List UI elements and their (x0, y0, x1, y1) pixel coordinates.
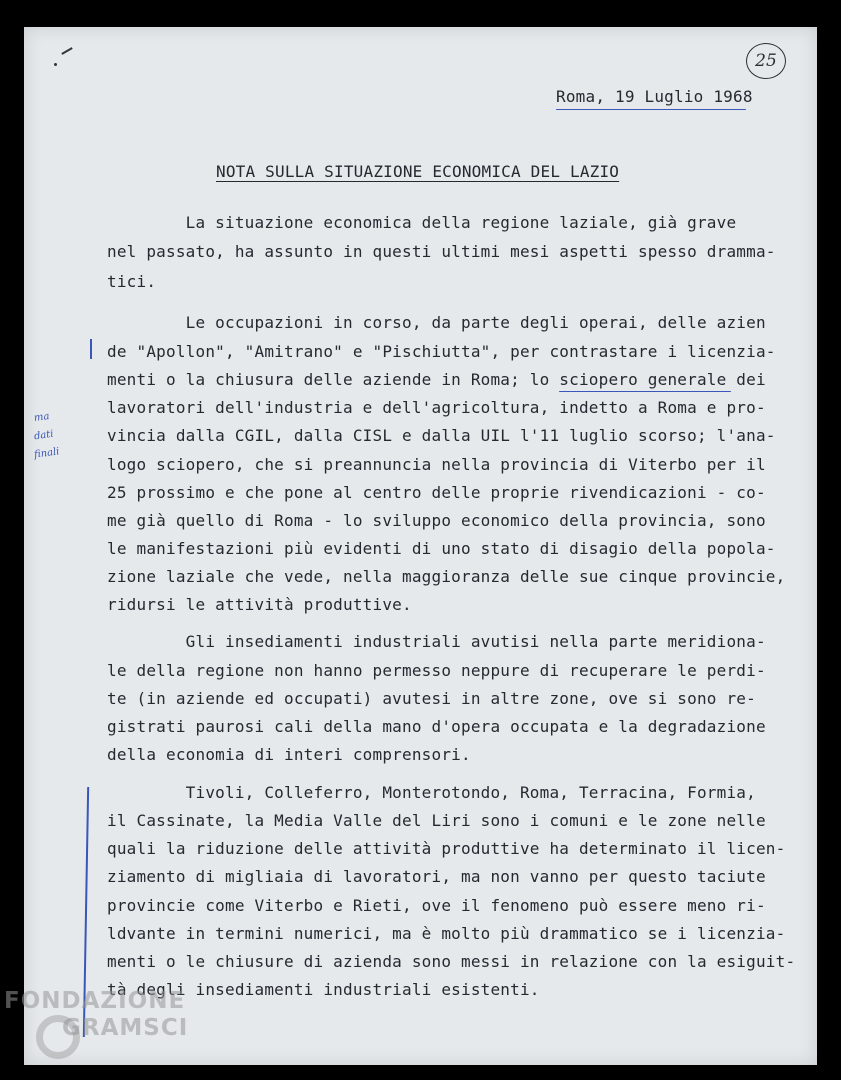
body-text-line: 25 prossimo e che pone al centro delle proprie rivendicazioni - co- (107, 483, 766, 502)
body-text-line: lavoratori dell'industria e dell'agricoltura, indetto a Roma e pro- (107, 398, 766, 417)
body-text-line: della economia di interi comprensori. (107, 745, 471, 764)
body-text-line: le manifestazioni più evidenti di uno stato di disagio della popola- (107, 539, 776, 558)
watermark (4, 988, 188, 1042)
body-text-line: me già quello di Roma - lo sviluppo economico della provincia, sono (107, 511, 766, 530)
body-text-line: tà degli insediamenti industriali esistenti. (107, 980, 540, 999)
watermark-line-1: FONDAZIONE (4, 988, 186, 1014)
body-text-line: menti o la chiusura delle aziende in Roma; lo sciopero generale dei (107, 370, 766, 389)
paper-scuff-mark (61, 47, 72, 55)
body-text-line: te (in aziende ed occupati) avutesi in altre zone, ove si sono re- (107, 689, 756, 708)
body-text-line: gistrati paurosi cali della mano d'opera occupata e la degradazione (107, 717, 766, 736)
body-text-line: quali la riduzione delle attività produttive ha determinato il licen- (107, 839, 786, 858)
body-text-line: ldvante in termini numerici, ma è molto più drammatico se i licenzia- (107, 924, 786, 943)
body-text-line: Tivoli, Colleferro, Monterotondo, Roma, Terracina, Formia, (107, 783, 756, 802)
margin-note-line-2: dati (33, 428, 55, 443)
body-text-line: nel passato, ha assunto in questi ultimi mesi aspetti spesso dramma- (107, 242, 776, 261)
paper-scuff-dot (54, 63, 57, 66)
body-text-line: provincie come Viterbo e Rieti, ove il fenomeno può essere meno ri- (107, 896, 766, 915)
sciopero-ink-underline (559, 391, 731, 392)
body-text-line: zione laziale che vede, nella maggioranza delle sue cinque provincie, (107, 567, 786, 586)
body-text-line: ziamento di migliaia di lavoratori, ma non vanno per questo taciute (107, 867, 766, 886)
folio-number: 25 (746, 43, 786, 79)
body-text-line: le della regione non hanno permesso neppure di recuperare le perdi- (107, 661, 766, 680)
body-text-line: de "Apollon", "Amitrano" e "Pischiutta", per contrastare i licenzia- (107, 342, 776, 361)
body-text-line: menti o le chiusure di azienda sono messi in relazione con la esiguit- (107, 952, 796, 971)
body-text-line: Gli insediamenti industriali avutisi nella parte meridiona- (107, 632, 766, 651)
body-text-line: vincia dalla CGIL, dalla CISL e dalla UIL l'11 luglio scorso; l'ana- (107, 426, 776, 445)
body-text-line: ridursi le attività produttive. (107, 595, 412, 614)
document-title: NOTA SULLA SITUAZIONE ECONOMICA DEL LAZIO (216, 162, 620, 181)
date-ink-underline (556, 109, 746, 110)
document-page (24, 27, 817, 1065)
margin-tick-mark (90, 339, 92, 359)
body-text-line: Le occupazioni in corso, da parte degli operai, delle azien (107, 313, 766, 332)
document-date: Roma, 19 Luglio 1968 (556, 87, 753, 106)
margin-note-line-3: finali (33, 446, 61, 461)
watermark-line-2: GRAMSCI (62, 1015, 189, 1041)
body-text-line: La situazione economica della regione laziale, già grave (107, 213, 737, 232)
body-text-line: logo sciopero, che si preannuncia nella provincia di Viterbo per il (107, 455, 766, 474)
body-text-line: il Cassinate, la Media Valle del Liri sono i comuni e le zone nelle (107, 811, 766, 830)
body-text-line: tici. (107, 272, 157, 291)
margin-note-line-1: ma (33, 410, 51, 425)
